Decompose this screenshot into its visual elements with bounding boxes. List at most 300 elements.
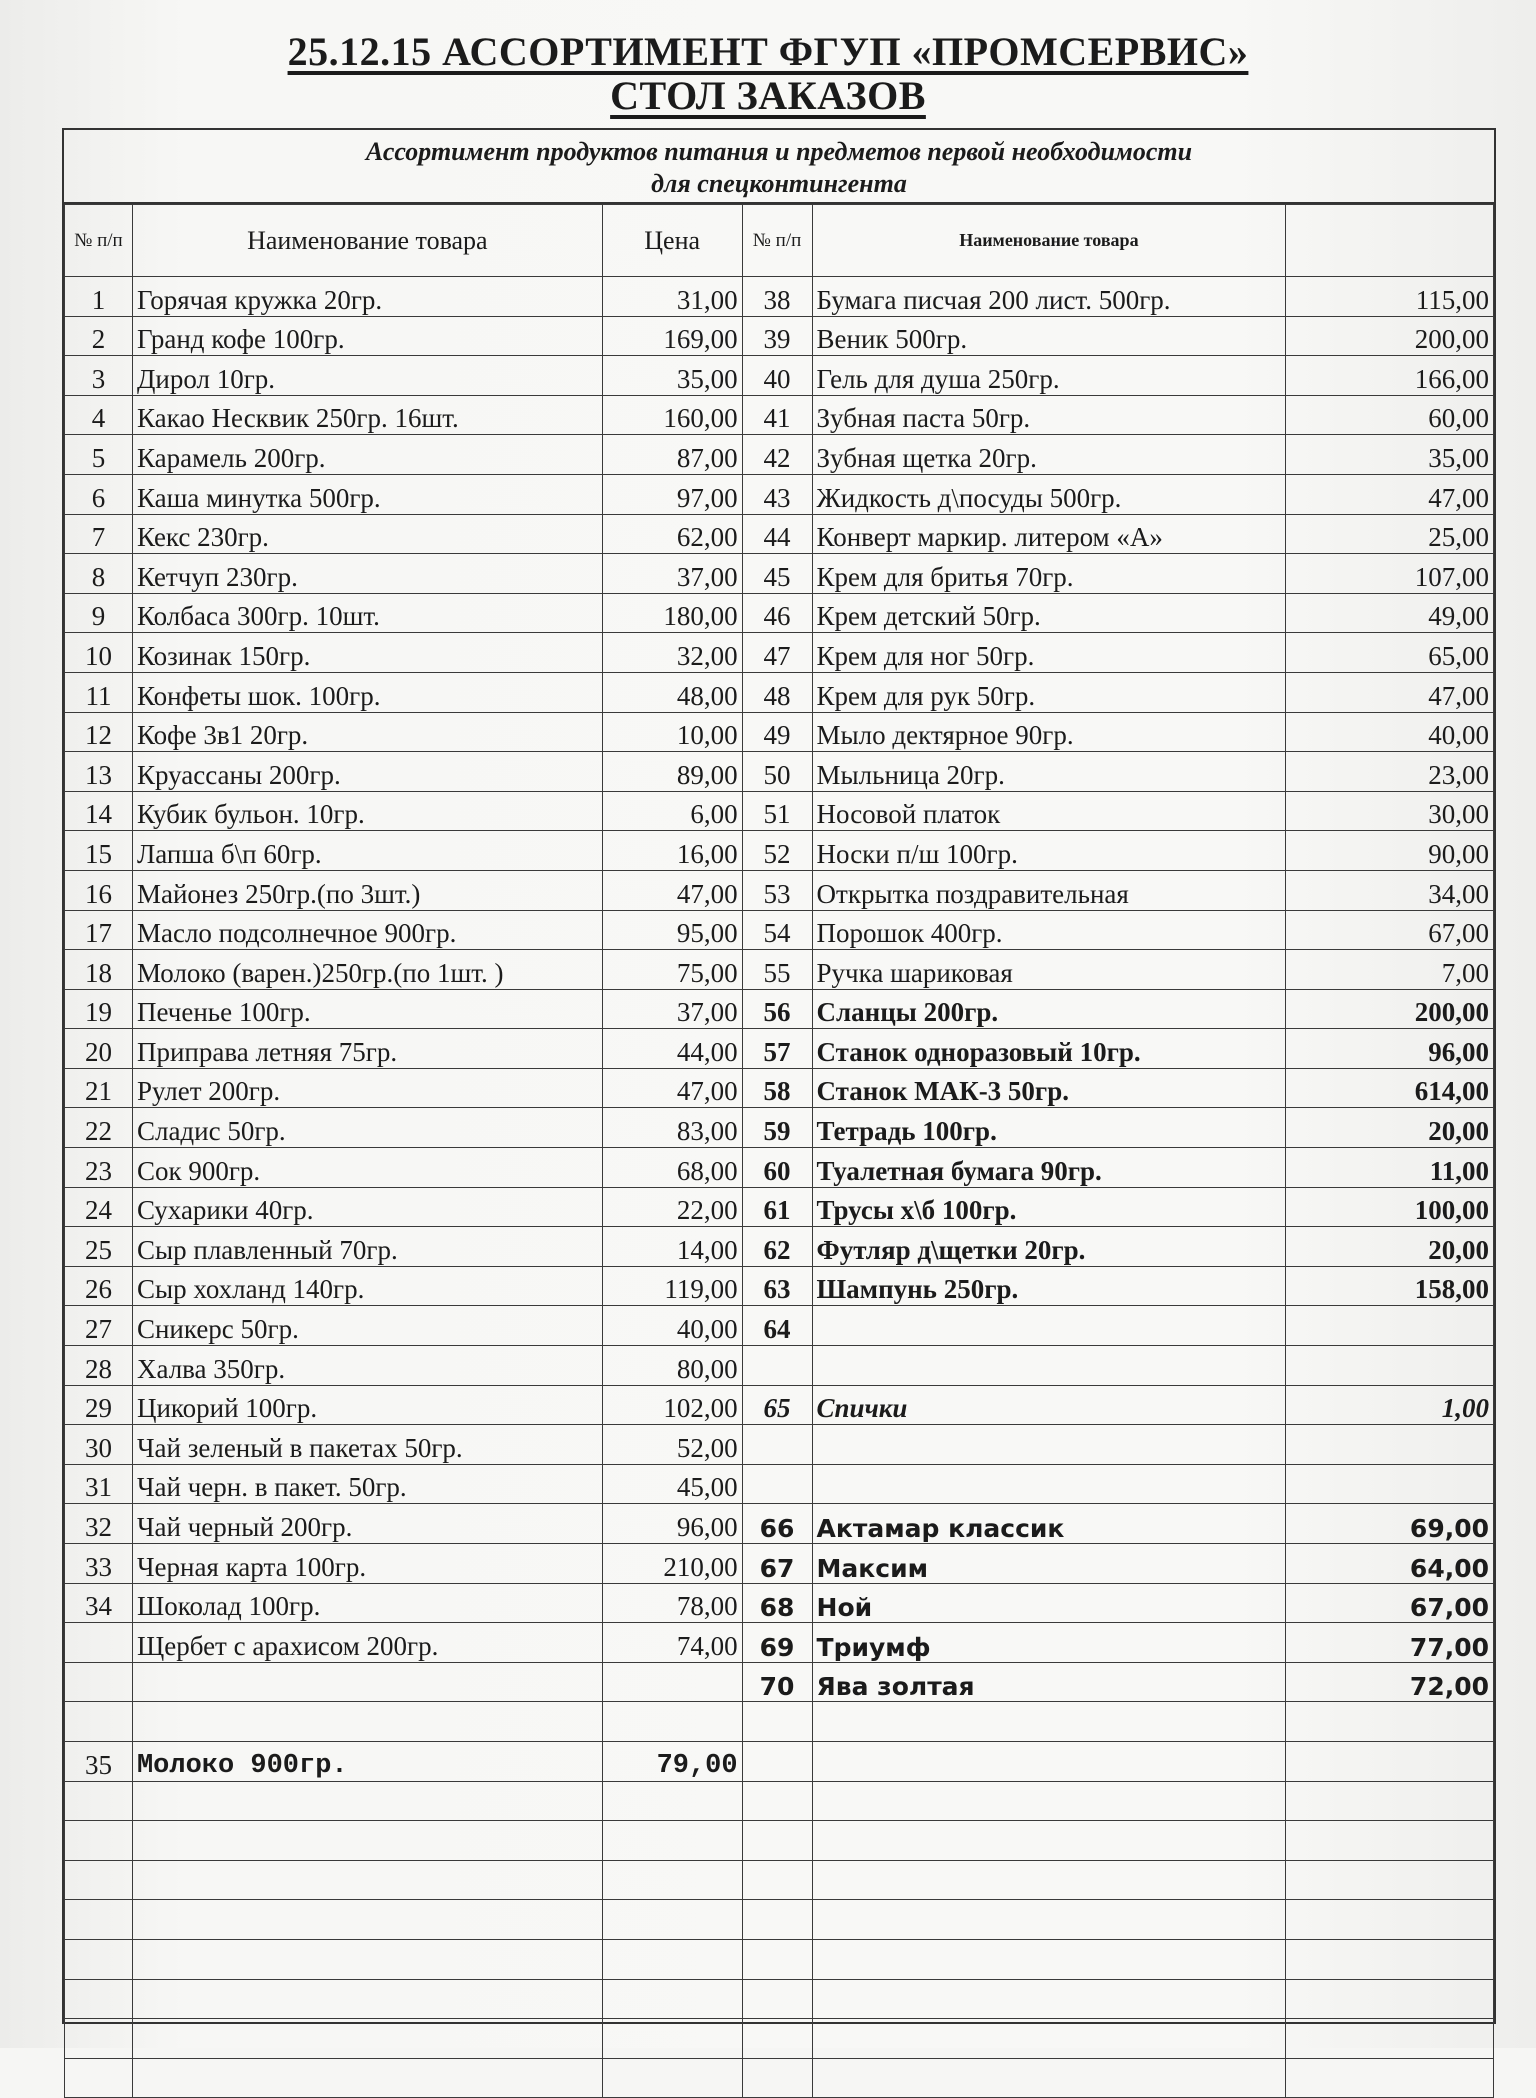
left-item-price: 210,00	[602, 1544, 742, 1584]
left-item-name: Шоколад 100гр.	[132, 1583, 602, 1623]
table-row	[65, 791, 1494, 831]
right-item-number: 38	[742, 277, 812, 317]
right-item-name: Мыло дектярное 90гр.	[812, 712, 1286, 752]
left-item-price: 32,00	[602, 633, 742, 673]
table-row	[65, 356, 1494, 396]
right-item-number: 66	[742, 1504, 812, 1544]
right-item-number	[742, 1860, 812, 1900]
right-item-name: Крем для рук 50гр.	[812, 672, 1286, 712]
table-row	[65, 2058, 1494, 2098]
left-item-name: Чай черн. в пакет. 50гр.	[132, 1464, 602, 1504]
right-item-name: Жидкость д\посуды 500гр.	[812, 474, 1286, 514]
table-row	[65, 870, 1494, 910]
table-row	[65, 1662, 1494, 1702]
left-item-price	[602, 1900, 742, 1940]
left-item-number	[65, 1939, 133, 1979]
left-item-price: 180,00	[602, 593, 742, 633]
left-item-name: Круассаны 200гр.	[132, 752, 602, 792]
table-row	[65, 1583, 1494, 1623]
table-row	[65, 2019, 1494, 2059]
left-item-number: 33	[65, 1544, 133, 1584]
left-item-name: Лапша б\п 60гр.	[132, 831, 602, 871]
table-row	[65, 593, 1494, 633]
left-item-name: Приправа летняя 75гр.	[132, 1029, 602, 1069]
left-item-price	[602, 2058, 742, 2098]
left-item-price: 169,00	[602, 316, 742, 356]
left-item-price	[602, 1939, 742, 1979]
right-item-price: 77,00	[1286, 1623, 1494, 1663]
left-item-name: Цикорий 100гр.	[132, 1385, 602, 1425]
right-item-price: 158,00	[1286, 1266, 1494, 1306]
right-item-number: 69	[742, 1623, 812, 1663]
right-item-name: Футляр д\щетки 20гр.	[812, 1227, 1286, 1267]
document-title	[0, 30, 1536, 118]
left-item-name	[132, 1781, 602, 1821]
left-item-number: 26	[65, 1266, 133, 1306]
right-item-number	[742, 2019, 812, 2059]
table-row	[65, 1227, 1494, 1267]
right-item-price	[1286, 1346, 1494, 1386]
left-item-price: 75,00	[602, 950, 742, 990]
right-item-name	[812, 1900, 1286, 1940]
right-item-number: 42	[742, 435, 812, 475]
header-name: Наименование товара	[132, 205, 602, 277]
left-item-price: 160,00	[602, 395, 742, 435]
right-item-price: 34,00	[1286, 870, 1494, 910]
left-item-price: 83,00	[602, 1108, 742, 1148]
right-item-name	[812, 1702, 1286, 1742]
left-item-number: 5	[65, 435, 133, 475]
table-row	[65, 1029, 1494, 1069]
right-item-name: Шампунь 250гр.	[812, 1266, 1286, 1306]
left-item-number: 12	[65, 712, 133, 752]
table-row	[65, 316, 1494, 356]
left-item-price: 62,00	[602, 514, 742, 554]
left-item-number: 11	[65, 672, 133, 712]
right-item-name	[812, 1860, 1286, 1900]
right-item-name	[812, 1741, 1286, 1781]
left-item-name	[132, 2019, 602, 2059]
right-item-name	[812, 1306, 1286, 1346]
right-item-price: 200,00	[1286, 989, 1494, 1029]
right-item-name: Туалетная бумага 90гр.	[812, 1148, 1286, 1188]
left-item-number: 2	[65, 316, 133, 356]
left-item-name: Масло подсолнечное 900гр.	[132, 910, 602, 950]
table-row	[65, 1979, 1494, 2019]
right-item-number	[742, 1939, 812, 1979]
right-item-number: 39	[742, 316, 812, 356]
right-item-number: 43	[742, 474, 812, 514]
table-row	[65, 1741, 1494, 1781]
left-item-name	[132, 1939, 602, 1979]
left-item-number: 15	[65, 831, 133, 871]
right-item-name: Триумф	[812, 1623, 1286, 1663]
right-item-number	[742, 1741, 812, 1781]
right-item-name: Станок МАК-3 50гр.	[812, 1068, 1286, 1108]
table-row	[65, 277, 1494, 317]
left-item-price: 102,00	[602, 1385, 742, 1425]
right-item-name: Открытка поздравительная	[812, 870, 1286, 910]
left-item-name	[132, 1860, 602, 1900]
left-item-number: 34	[65, 1583, 133, 1623]
right-item-name	[812, 1346, 1286, 1386]
right-item-price: 614,00	[1286, 1068, 1494, 1108]
right-item-price	[1286, 1979, 1494, 2019]
left-item-number: 6	[65, 474, 133, 514]
right-item-price: 72,00	[1286, 1662, 1494, 1702]
right-item-number	[742, 1346, 812, 1386]
table-row	[65, 1702, 1494, 1742]
title-line-1: 25.12.15 АССОРТИМЕНТ ФГУП «ПРОМСЕРВИС»	[287, 29, 1249, 74]
right-item-name: Ява золтая	[812, 1662, 1286, 1702]
left-item-price	[602, 2019, 742, 2059]
left-item-price: 31,00	[602, 277, 742, 317]
right-item-name	[812, 1781, 1286, 1821]
right-item-name	[812, 2019, 1286, 2059]
assortment-table-frame	[62, 128, 1496, 2024]
subtitle-line-2: для спецконтингента	[651, 169, 907, 198]
table-row	[65, 1148, 1494, 1188]
table-row	[65, 1266, 1494, 1306]
table-row	[65, 1623, 1494, 1663]
left-item-name: Майонез 250гр.(по 3шт.)	[132, 870, 602, 910]
right-item-price: 20,00	[1286, 1108, 1494, 1148]
left-item-name: Чай зеленый в пакетах 50гр.	[132, 1425, 602, 1465]
left-item-name: Конфеты шок. 100гр.	[132, 672, 602, 712]
right-item-name: Бумага писчая 200 лист. 500гр.	[812, 277, 1286, 317]
right-item-number	[742, 1702, 812, 1742]
left-item-price: 87,00	[602, 435, 742, 475]
left-item-name: Кубик бульон. 10гр.	[132, 791, 602, 831]
right-item-price: 64,00	[1286, 1544, 1494, 1584]
left-item-price	[602, 1702, 742, 1742]
left-item-name: Кетчуп 230гр.	[132, 554, 602, 594]
left-item-number: 10	[65, 633, 133, 673]
table-row	[65, 1821, 1494, 1861]
right-item-name: Конверт маркир. литером «А»	[812, 514, 1286, 554]
right-item-number	[742, 1821, 812, 1861]
right-item-price	[1286, 1741, 1494, 1781]
left-item-number: 24	[65, 1187, 133, 1227]
right-item-number: 50	[742, 752, 812, 792]
left-item-number: 25	[65, 1227, 133, 1267]
left-item-price: 47,00	[602, 870, 742, 910]
right-item-name: Ной	[812, 1583, 1286, 1623]
left-item-number: 8	[65, 554, 133, 594]
table-row	[65, 1346, 1494, 1386]
right-item-price: 23,00	[1286, 752, 1494, 792]
header-num: № п/п	[65, 205, 133, 277]
right-item-price: 30,00	[1286, 791, 1494, 831]
right-item-number: 64	[742, 1306, 812, 1346]
assortment-table	[64, 204, 1494, 2098]
right-item-price: 67,00	[1286, 910, 1494, 950]
table-row	[65, 1068, 1494, 1108]
right-item-price	[1286, 1702, 1494, 1742]
left-item-price: 35,00	[602, 356, 742, 396]
left-item-number	[65, 1623, 133, 1663]
table-body	[65, 205, 1494, 2098]
table-row	[65, 514, 1494, 554]
left-item-name: Халва 350гр.	[132, 1346, 602, 1386]
left-item-number: 13	[65, 752, 133, 792]
left-item-name: Сникерс 50гр.	[132, 1306, 602, 1346]
right-item-number	[742, 1900, 812, 1940]
right-item-number: 48	[742, 672, 812, 712]
subtitle-line-1: Ассортимент продуктов питания и предметов первой необходимости	[365, 137, 1193, 166]
left-item-number	[65, 2058, 133, 2098]
right-item-price	[1286, 2058, 1494, 2098]
left-item-price: 6,00	[602, 791, 742, 831]
table-row	[65, 435, 1494, 475]
left-item-price: 79,00	[602, 1741, 742, 1781]
table-row	[65, 1425, 1494, 1465]
right-item-price: 25,00	[1286, 514, 1494, 554]
right-item-price: 96,00	[1286, 1029, 1494, 1069]
right-item-price	[1286, 1781, 1494, 1821]
left-item-price: 14,00	[602, 1227, 742, 1267]
left-item-price: 40,00	[602, 1306, 742, 1346]
left-item-name: Сок 900гр.	[132, 1148, 602, 1188]
right-item-number: 60	[742, 1148, 812, 1188]
left-item-number	[65, 1781, 133, 1821]
right-item-number: 62	[742, 1227, 812, 1267]
right-item-price: 90,00	[1286, 831, 1494, 871]
left-item-number: 20	[65, 1029, 133, 1069]
right-item-name	[812, 1425, 1286, 1465]
table-row	[65, 1108, 1494, 1148]
left-item-number: 18	[65, 950, 133, 990]
header-name-2: Наименование товара	[812, 205, 1286, 277]
right-item-number: 63	[742, 1266, 812, 1306]
right-item-number	[742, 1979, 812, 2019]
right-item-name	[812, 1464, 1286, 1504]
right-item-number: 46	[742, 593, 812, 633]
left-item-price: 45,00	[602, 1464, 742, 1504]
table-row	[65, 910, 1494, 950]
right-item-number: 54	[742, 910, 812, 950]
left-item-price: 78,00	[602, 1583, 742, 1623]
left-item-price: 74,00	[602, 1623, 742, 1663]
table-row	[65, 1385, 1494, 1425]
table-row	[65, 672, 1494, 712]
table-row	[65, 950, 1494, 990]
left-item-number: 14	[65, 791, 133, 831]
right-item-number: 70	[742, 1662, 812, 1702]
left-item-name: Чай черный 200гр.	[132, 1504, 602, 1544]
right-item-price: 69,00	[1286, 1504, 1494, 1544]
right-item-number: 65	[742, 1385, 812, 1425]
left-item-number: 30	[65, 1425, 133, 1465]
right-item-name: Трусы х\б 100гр.	[812, 1187, 1286, 1227]
header-row	[65, 205, 1494, 277]
left-item-price	[602, 1979, 742, 2019]
right-item-name: Спички	[812, 1385, 1286, 1425]
left-item-name: Дирол 10гр.	[132, 356, 602, 396]
left-item-price	[602, 1781, 742, 1821]
right-item-name: Веник 500гр.	[812, 316, 1286, 356]
table-row	[65, 1860, 1494, 1900]
right-item-name	[812, 2058, 1286, 2098]
header-price: Цена	[602, 205, 742, 277]
right-item-price	[1286, 1860, 1494, 1900]
right-item-name: Крем детский 50гр.	[812, 593, 1286, 633]
left-item-name	[132, 1662, 602, 1702]
right-item-name: Актамар классик	[812, 1504, 1286, 1544]
right-item-price: 107,00	[1286, 554, 1494, 594]
right-item-number: 40	[742, 356, 812, 396]
right-item-number: 58	[742, 1068, 812, 1108]
right-item-price	[1286, 1425, 1494, 1465]
left-item-name: Сыр плавленный 70гр.	[132, 1227, 602, 1267]
left-item-name	[132, 1821, 602, 1861]
right-item-name: Станок одноразовый 10гр.	[812, 1029, 1286, 1069]
left-item-name	[132, 1702, 602, 1742]
right-item-price: 35,00	[1286, 435, 1494, 475]
right-item-name: Максим	[812, 1544, 1286, 1584]
right-item-price	[1286, 1306, 1494, 1346]
right-item-price: 115,00	[1286, 277, 1494, 317]
table-row	[65, 1544, 1494, 1584]
right-item-price: 166,00	[1286, 356, 1494, 396]
left-item-name: Сладис 50гр.	[132, 1108, 602, 1148]
left-item-number	[65, 1821, 133, 1861]
left-item-name: Горячая кружка 20гр.	[132, 277, 602, 317]
right-item-number: 56	[742, 989, 812, 1029]
right-item-name: Мыльница 20гр.	[812, 752, 1286, 792]
left-item-name: Сыр хохланд 140гр.	[132, 1266, 602, 1306]
left-item-price: 47,00	[602, 1068, 742, 1108]
left-item-number	[65, 2019, 133, 2059]
right-item-price	[1286, 1900, 1494, 1940]
right-item-number: 61	[742, 1187, 812, 1227]
header-price-2	[1286, 205, 1494, 277]
left-item-price: 80,00	[602, 1346, 742, 1386]
left-item-name	[132, 1900, 602, 1940]
right-item-number: 55	[742, 950, 812, 990]
right-item-number	[742, 1464, 812, 1504]
left-item-price: 89,00	[602, 752, 742, 792]
right-item-price: 7,00	[1286, 950, 1494, 990]
right-item-name: Носовой платок	[812, 791, 1286, 831]
table-subtitle	[64, 130, 1494, 204]
left-item-number: 31	[65, 1464, 133, 1504]
left-item-number: 16	[65, 870, 133, 910]
right-item-name: Тетрадь 100гр.	[812, 1108, 1286, 1148]
left-item-price: 37,00	[602, 554, 742, 594]
left-item-name: Колбаса 300гр. 10шт.	[132, 593, 602, 633]
right-item-price: 47,00	[1286, 672, 1494, 712]
left-item-price: 97,00	[602, 474, 742, 514]
right-item-name: Сланцы 200гр.	[812, 989, 1286, 1029]
right-item-number: 53	[742, 870, 812, 910]
right-item-number: 68	[742, 1583, 812, 1623]
left-item-number	[65, 1860, 133, 1900]
table-row	[65, 1939, 1494, 1979]
right-item-number: 59	[742, 1108, 812, 1148]
right-item-price: 100,00	[1286, 1187, 1494, 1227]
left-item-number: 32	[65, 1504, 133, 1544]
right-item-number: 41	[742, 395, 812, 435]
right-item-number: 44	[742, 514, 812, 554]
left-item-price: 95,00	[602, 910, 742, 950]
right-item-price: 20,00	[1286, 1227, 1494, 1267]
left-item-name: Карамель 200гр.	[132, 435, 602, 475]
right-item-name: Зубная щетка 20гр.	[812, 435, 1286, 475]
right-item-name: Носки п/ш 100гр.	[812, 831, 1286, 871]
table-row	[65, 1187, 1494, 1227]
right-item-number: 51	[742, 791, 812, 831]
right-item-name: Крем для бритья 70гр.	[812, 554, 1286, 594]
left-item-name: Какао Несквик 250гр. 16шт.	[132, 395, 602, 435]
left-item-number: 28	[65, 1346, 133, 1386]
left-item-price: 68,00	[602, 1148, 742, 1188]
right-item-number: 47	[742, 633, 812, 673]
right-item-name	[812, 1979, 1286, 2019]
title-line-2: СТОЛ ЗАКАЗОВ	[610, 73, 926, 118]
right-item-name: Крем для ног 50гр.	[812, 633, 1286, 673]
left-item-number: 17	[65, 910, 133, 950]
left-item-number: 23	[65, 1148, 133, 1188]
left-item-name: Рулет 200гр.	[132, 1068, 602, 1108]
left-item-price: 119,00	[602, 1266, 742, 1306]
right-item-price: 47,00	[1286, 474, 1494, 514]
table-row	[65, 554, 1494, 594]
right-item-number: 52	[742, 831, 812, 871]
table-row	[65, 633, 1494, 673]
left-item-number: 21	[65, 1068, 133, 1108]
left-item-price: 48,00	[602, 672, 742, 712]
left-item-number: 35	[65, 1741, 133, 1781]
left-item-price	[602, 1860, 742, 1900]
right-item-number	[742, 2058, 812, 2098]
table-row	[65, 1781, 1494, 1821]
right-item-price: 11,00	[1286, 1148, 1494, 1188]
right-item-price	[1286, 1464, 1494, 1504]
left-item-name: Молоко 900гр.	[132, 1741, 602, 1781]
right-item-price: 65,00	[1286, 633, 1494, 673]
right-item-name: Ручка шариковая	[812, 950, 1286, 990]
left-item-number	[65, 1900, 133, 1940]
left-item-number: 27	[65, 1306, 133, 1346]
right-item-price: 67,00	[1286, 1583, 1494, 1623]
left-item-number: 7	[65, 514, 133, 554]
right-item-number	[742, 1425, 812, 1465]
right-item-price	[1286, 2019, 1494, 2059]
table-row	[65, 1306, 1494, 1346]
left-item-price: 16,00	[602, 831, 742, 871]
right-item-price: 1,00	[1286, 1385, 1494, 1425]
left-item-name	[132, 1979, 602, 2019]
table-row	[65, 1900, 1494, 1940]
left-item-name: Гранд кофе 100гр.	[132, 316, 602, 356]
right-item-number: 57	[742, 1029, 812, 1069]
right-item-price: 49,00	[1286, 593, 1494, 633]
right-item-name: Порошок 400гр.	[812, 910, 1286, 950]
right-item-name: Гель для душа 250гр.	[812, 356, 1286, 396]
table-row	[65, 752, 1494, 792]
left-item-name: Печенье 100гр.	[132, 989, 602, 1029]
table-row	[65, 831, 1494, 871]
right-item-price	[1286, 1821, 1494, 1861]
right-item-name	[812, 1821, 1286, 1861]
left-item-number: 29	[65, 1385, 133, 1425]
left-item-number: 19	[65, 989, 133, 1029]
left-item-price: 10,00	[602, 712, 742, 752]
left-item-price: 22,00	[602, 1187, 742, 1227]
header-num-2: № п/п	[742, 205, 812, 277]
table-row	[65, 1464, 1494, 1504]
